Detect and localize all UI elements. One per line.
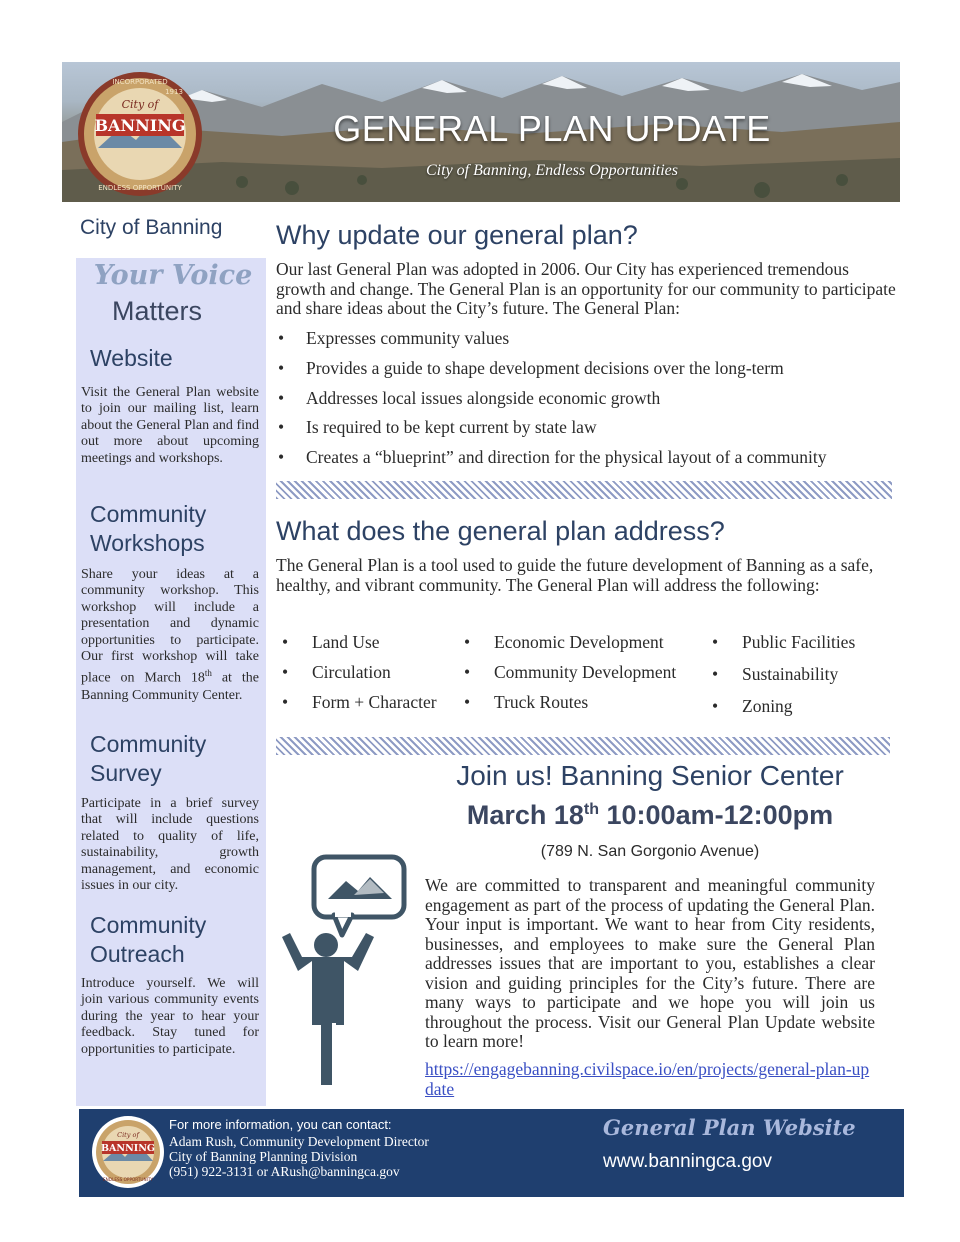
why-intro: Our last General Plan was adopted in 2006. Our City has experienced tremendous growth and change. The General Plan is an opportunity for our community to participate and share ideas about the City’s future. The General Plan: — [276, 259, 896, 319]
list-item: • Addresses local issues alongside economic growth — [278, 388, 826, 418]
address-column-1 — [282, 632, 437, 721]
footer-contact-org: City of Banning Planning Division — [169, 1149, 358, 1164]
workshops-heading-line1: Community — [90, 501, 207, 527]
banner-subtitle: City of Banning, Endless Opportunities — [426, 162, 678, 179]
event-title: Join us! Banning Senior Center — [456, 760, 844, 791]
outreach-heading-line2: Outreach — [90, 941, 185, 967]
website-heading: Website — [90, 345, 173, 371]
city-seal-logo — [76, 70, 204, 198]
event-address: (789 N. San Gorgonio Avenue) — [540, 843, 760, 860]
city-label: City of Banning — [80, 216, 223, 239]
seal-small-city-of-text: City of — [117, 1131, 139, 1139]
seal-city-of-text: City of — [121, 98, 159, 111]
hatch-divider — [276, 481, 892, 499]
list-item: • Form + Character — [282, 692, 437, 722]
survey-heading-line1: Community — [90, 731, 207, 757]
address-intro: The General Plan is a tool used to guide the future development of Banning as a safe, healthy, and vibrant community. The General Plan will address the following: — [276, 555, 874, 595]
general-plan-update-link[interactable]: https://engagebanning.civilspace.io/en/projects/general-plan-update — [425, 1059, 870, 1099]
person-speech-bubble-icon — [272, 853, 412, 1088]
list-item: • Circulation — [282, 662, 437, 692]
list-item: • Provides a guide to shape development decisions over the long-term — [278, 358, 826, 388]
list-item: • Economic Development — [464, 632, 676, 662]
event-description: We are committed to transparent and meaningful community engagement as part of the process of updating the General Plan. Your input is important. We want to hear from City residents, businesses, and employees to make sure the General Plan addresses issues that are important to you, establishes a clear vision and guiding principles for the City’s future. There are many ways to participate and we hope you will join us throughout the process. Visit our General Plan Update website to learn more! — [425, 875, 875, 1051]
outreach-text: Introduce yourself. We will join various community events during the year to hear your feedback. Stay tuned for opportunities to participate. — [81, 976, 259, 1057]
survey-heading — [90, 730, 206, 788]
your-voice-heading: Your Voice — [93, 260, 253, 291]
why-heading: Why update our general plan? — [276, 220, 638, 250]
workshops-heading-line2: Workshops — [90, 530, 205, 556]
city-seal-logo-small — [91, 1115, 165, 1189]
seal-name-text: BANNING — [94, 116, 186, 135]
footer-contact-name: Adam Rush, Community Development Director — [169, 1134, 429, 1149]
list-item: • Public Facilities — [712, 632, 855, 664]
footer-website-url[interactable]: www.banningca.gov — [603, 1151, 772, 1172]
workshops-text-main: Share your ideas at a community workshop. This workshop will include a presentation and dynamic opportunities to participate. Our first workshop will take place on March 18 — [81, 567, 259, 687]
list-item: • Truck Routes — [464, 692, 676, 722]
list-item: • Is required to be kept current by state law — [278, 417, 826, 447]
event-date — [380, 800, 920, 831]
workshops-text-end: at the Banning Community Center. — [81, 671, 259, 703]
workshops-text-sup: th — [204, 668, 212, 679]
matters-heading: Matters — [112, 296, 203, 326]
list-item: • Sustainability — [712, 664, 855, 696]
workshops-text — [81, 567, 259, 704]
footer-contact-phone-email: (951) 922-3131 or ARush@banningca.gov — [169, 1164, 400, 1179]
seal-incorporated-text: INCORPORATED — [112, 78, 168, 86]
event-date-day: March 18 — [466, 800, 584, 830]
why-bullet-list — [278, 328, 826, 477]
survey-text: Participate in a brief survey that will include questions related to quality of life, sustainability, growth management, and economic issues in our city. — [81, 796, 259, 894]
header-banner — [62, 62, 900, 202]
list-item: • Land Use — [282, 632, 437, 662]
event-date-sup: th — [583, 801, 600, 818]
website-text: Visit the General Plan website to join our mailing list, learn about the General Plan and find out more about upcoming meetings and workshops. — [81, 385, 259, 466]
address-column-2 — [464, 632, 676, 721]
seal-motto-text: ENDLESS OPPORTUNITY — [98, 184, 182, 192]
address-heading: What does the general plan address? — [276, 516, 725, 546]
survey-heading-line2: Survey — [90, 760, 162, 786]
seal-small-motto-text: ENDLESS OPPORTUNITY — [103, 1177, 153, 1182]
footer-contact-bar — [79, 1109, 904, 1197]
footer-intro: For more information, you can contact: — [169, 1117, 392, 1132]
outreach-heading — [90, 911, 206, 969]
sidebar-panel — [76, 258, 266, 1106]
seal-year-text: 1913 — [165, 88, 183, 96]
list-item: • Expresses community values — [278, 328, 826, 358]
workshops-heading — [90, 500, 206, 558]
address-column-3 — [712, 632, 855, 728]
outreach-heading-line1: Community — [90, 912, 207, 938]
seal-small-name-text: BANNING — [100, 1143, 156, 1154]
footer-website-title: General Plan Website — [603, 1115, 856, 1140]
event-date-time: 10:00am-12:00pm — [599, 800, 834, 830]
list-item: • Creates a “blueprint” and direction for the physical layout of a community — [278, 447, 826, 477]
list-item: • Community Development — [464, 662, 676, 692]
banner-title: GENERAL PLAN UPDATE — [333, 108, 771, 149]
list-item: • Zoning — [712, 696, 855, 728]
hatch-divider — [276, 737, 890, 755]
